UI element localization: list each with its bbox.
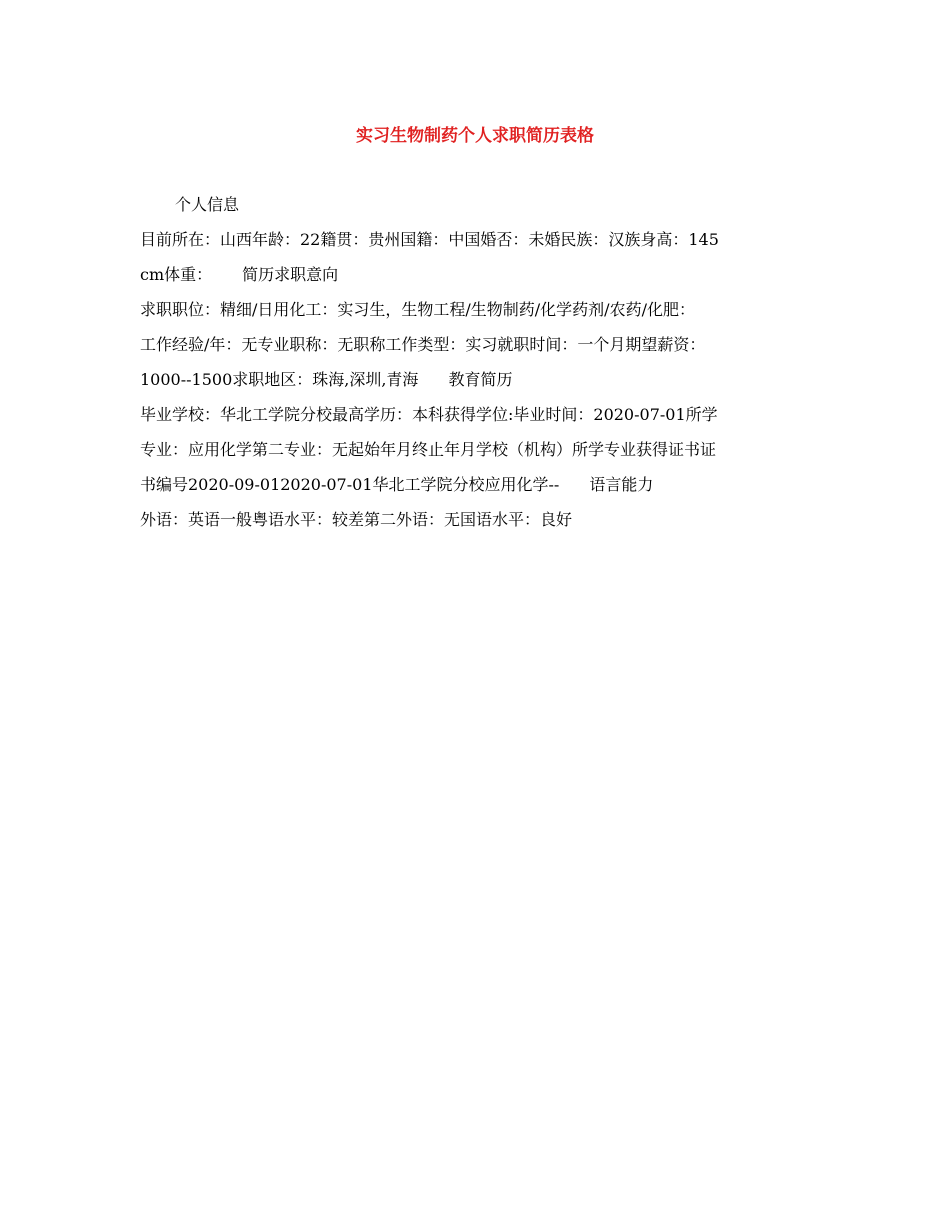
text-fragment-salary-region: 1000--1500求职地区：珠海,深圳,青海 <box>140 370 419 389</box>
text-fragment-certificate: 书编号2020-09-012020-07-01华北工学院分校应用化学-- <box>140 475 560 494</box>
text-line-3: 求职职位：精细/日用化工：实习生，生物工程/生物制药/化学药剂/农药/化肥： <box>140 300 695 319</box>
text-line-8 <box>140 473 653 497</box>
section-heading-language: 语言能力 <box>589 475 654 494</box>
text-line-9: 外语：英语一般粤语水平：较差第二外语：无国语水平：良好 <box>140 510 573 529</box>
text-fragment-weight: cm体重： <box>140 265 213 284</box>
section-heading-personal-info: 个人信息 <box>175 195 240 214</box>
text-line-5 <box>140 368 512 392</box>
text-line-1: 目前所在：山西年龄：22籍贯：贵州国籍：中国婚否：未婚民族：汉族身高：145 <box>140 230 719 249</box>
text-line-4: 工作经验/年：无专业职称：无职称工作类型：实习就职时间：一个月期望薪资： <box>140 335 706 354</box>
text-line-2 <box>140 263 338 287</box>
section-heading-job-intention: 简历求职意向 <box>242 265 339 284</box>
section-heading-education: 教育简历 <box>448 370 513 389</box>
document-title: 实习生物制药个人求职简历表格 <box>356 126 594 146</box>
text-line-7: 专业：应用化学第二专业：无起始年月终止年月学校（机构）所学专业获得证书证 <box>140 440 717 459</box>
text-line-6: 毕业学校：华北工学院分校最高学历：本科获得学位:毕业时间：2020-07-01所学 <box>140 405 718 424</box>
